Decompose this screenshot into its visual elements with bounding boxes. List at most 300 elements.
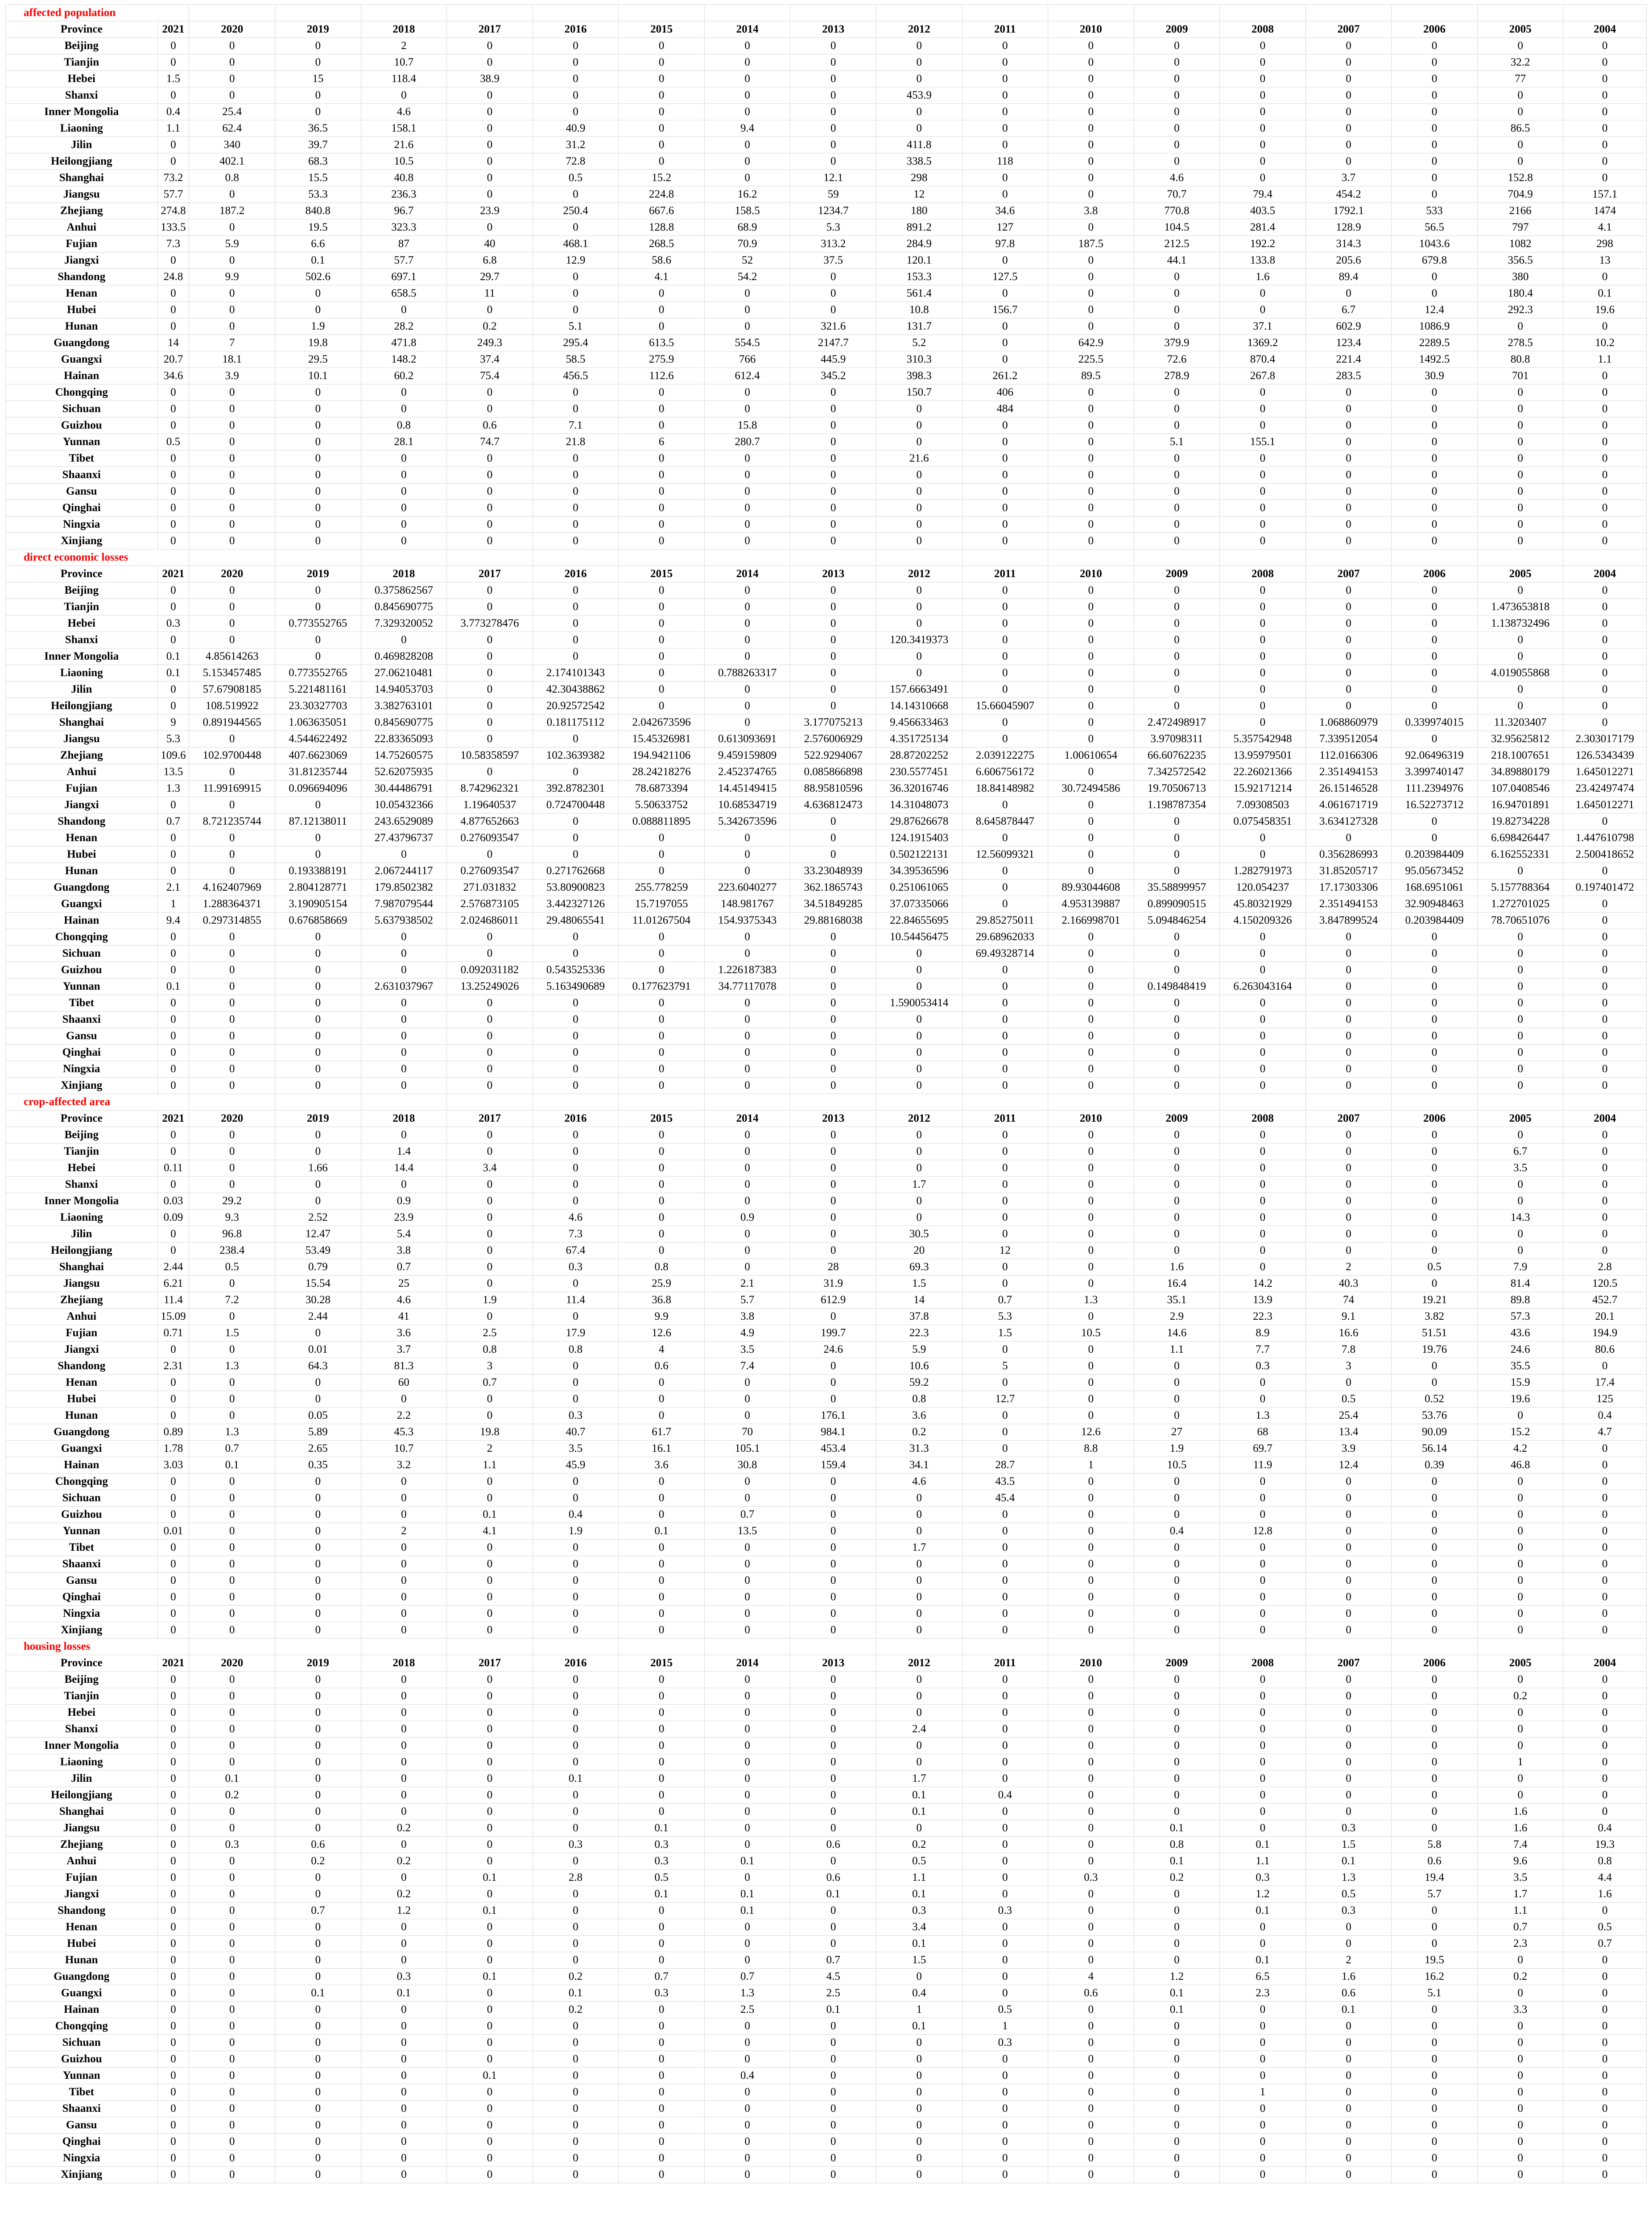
value-cell[interactable]: 3.6 xyxy=(619,1457,705,1474)
value-cell[interactable]: 0 xyxy=(533,1160,619,1177)
value-cell[interactable]: 0.3 xyxy=(157,615,189,632)
value-cell[interactable]: 6.7 xyxy=(1305,302,1392,318)
value-cell[interactable]: 5.163490689 xyxy=(533,979,619,995)
value-cell[interactable]: 0 xyxy=(1048,318,1134,335)
value-cell[interactable]: 1.1 xyxy=(1220,1853,1306,1870)
province-cell[interactable]: Xinjiang xyxy=(6,1622,158,1639)
value-cell[interactable]: 0 xyxy=(790,1375,876,1391)
value-cell[interactable]: 314.3 xyxy=(1305,236,1392,252)
value-cell[interactable]: 0 xyxy=(1220,1672,1306,1688)
value-cell[interactable]: 0 xyxy=(1392,1672,1478,1688)
value-cell[interactable]: 0 xyxy=(704,1837,790,1853)
value-cell[interactable]: 0 xyxy=(1134,2117,1220,2134)
value-cell[interactable]: 1.645012271 xyxy=(1563,797,1647,814)
column-header-year[interactable]: 2014 xyxy=(704,1655,790,1672)
empty-cell[interactable] xyxy=(704,1094,790,1111)
province-cell[interactable]: Guangdong xyxy=(6,1424,158,1441)
value-cell[interactable]: 2.042673596 xyxy=(619,714,705,731)
value-cell[interactable]: 0 xyxy=(1563,368,1647,384)
value-cell[interactable]: 0 xyxy=(157,1540,189,1556)
value-cell[interactable]: 0 xyxy=(157,1012,189,1028)
value-cell[interactable]: 81.3 xyxy=(361,1358,447,1375)
value-cell[interactable]: 766 xyxy=(704,351,790,368)
province-cell[interactable]: Guizhou xyxy=(6,2051,158,2068)
value-cell[interactable]: 0 xyxy=(275,2002,361,2018)
value-cell[interactable]: 32.90948463 xyxy=(1392,896,1478,913)
value-cell[interactable]: 0 xyxy=(157,1804,189,1820)
value-cell[interactable]: 118 xyxy=(962,153,1048,170)
value-cell[interactable]: 0 xyxy=(189,1078,275,1094)
value-cell[interactable]: 0 xyxy=(1392,731,1478,747)
value-cell[interactable]: 0 xyxy=(1134,450,1220,467)
value-cell[interactable]: 5.89 xyxy=(275,1424,361,1441)
value-cell[interactable]: 2.52 xyxy=(275,1210,361,1226)
value-cell[interactable]: 0 xyxy=(790,1919,876,1936)
value-cell[interactable]: 0 xyxy=(1477,1606,1563,1622)
value-cell[interactable]: 0 xyxy=(1563,516,1647,533)
value-cell[interactable]: 0 xyxy=(533,1391,619,1408)
column-header-year[interactable]: 2006 xyxy=(1392,1655,1478,1672)
value-cell[interactable]: 0 xyxy=(962,533,1048,549)
value-cell[interactable]: 0 xyxy=(533,1490,619,1507)
province-cell[interactable]: Hubei xyxy=(6,1936,158,1952)
value-cell[interactable]: 7.342572542 xyxy=(1134,764,1220,780)
province-cell[interactable]: Qinghai xyxy=(6,2134,158,2150)
value-cell[interactable]: 6 xyxy=(619,434,705,450)
value-cell[interactable]: 148.2 xyxy=(361,351,447,368)
value-cell[interactable]: 0 xyxy=(1048,1259,1134,1276)
value-cell[interactable]: 3.9 xyxy=(189,368,275,384)
value-cell[interactable]: 2.5 xyxy=(447,1325,533,1342)
value-cell[interactable]: 180 xyxy=(876,203,962,219)
empty-cell[interactable] xyxy=(275,549,361,566)
value-cell[interactable]: 0 xyxy=(619,401,705,417)
value-cell[interactable]: 0 xyxy=(1563,2018,1647,2035)
value-cell[interactable]: 0 xyxy=(1134,2084,1220,2101)
province-cell[interactable]: Heilongjiang xyxy=(6,698,158,714)
value-cell[interactable]: 0 xyxy=(447,1589,533,1606)
value-cell[interactable]: 0 xyxy=(962,1771,1048,1787)
value-cell[interactable]: 0 xyxy=(1305,467,1392,483)
value-cell[interactable]: 0 xyxy=(1134,1721,1220,1738)
value-cell[interactable]: 2.1 xyxy=(704,1276,790,1292)
value-cell[interactable]: 0 xyxy=(962,1820,1048,1837)
value-cell[interactable]: 0 xyxy=(1134,946,1220,962)
value-cell[interactable]: 0 xyxy=(1392,698,1478,714)
value-cell[interactable]: 0 xyxy=(447,137,533,153)
value-cell[interactable]: 0 xyxy=(1392,1507,1478,1523)
value-cell[interactable]: 278.5 xyxy=(1477,335,1563,351)
value-cell[interactable]: 0.01 xyxy=(275,1342,361,1358)
value-cell[interactable]: 0.5 xyxy=(1305,1886,1392,1903)
value-cell[interactable]: 56.5 xyxy=(1392,219,1478,236)
value-cell[interactable]: 0 xyxy=(619,1672,705,1688)
value-cell[interactable]: 0 xyxy=(447,1853,533,1870)
value-cell[interactable]: 0 xyxy=(157,797,189,814)
value-cell[interactable]: 0 xyxy=(1134,698,1220,714)
value-cell[interactable]: 0 xyxy=(704,1226,790,1243)
column-header-year[interactable]: 2006 xyxy=(1392,21,1478,38)
value-cell[interactable]: 0 xyxy=(157,2018,189,2035)
value-cell[interactable]: 16.2 xyxy=(1392,1969,1478,1985)
value-cell[interactable]: 0 xyxy=(361,1952,447,1969)
value-cell[interactable]: 0.773552765 xyxy=(275,665,361,681)
value-cell[interactable]: 35.5 xyxy=(1477,1358,1563,1375)
value-cell[interactable]: 0 xyxy=(704,87,790,104)
value-cell[interactable]: 0 xyxy=(275,599,361,615)
value-cell[interactable]: 1.3 xyxy=(189,1358,275,1375)
value-cell[interactable]: 2.576006929 xyxy=(790,731,876,747)
province-cell[interactable]: Gansu xyxy=(6,1028,158,1045)
value-cell[interactable]: 0 xyxy=(447,1672,533,1688)
column-header-province[interactable]: Province xyxy=(6,1111,158,1127)
value-cell[interactable]: 0 xyxy=(704,137,790,153)
value-cell[interactable]: 0 xyxy=(1305,285,1392,302)
value-cell[interactable]: 0 xyxy=(1048,1408,1134,1424)
value-cell[interactable]: 0 xyxy=(1048,2167,1134,2183)
value-cell[interactable]: 0 xyxy=(189,2068,275,2084)
value-cell[interactable]: 0 xyxy=(619,1804,705,1820)
value-cell[interactable]: 0 xyxy=(1392,450,1478,467)
value-cell[interactable]: 0 xyxy=(157,2084,189,2101)
value-cell[interactable]: 0 xyxy=(1477,1061,1563,1078)
value-cell[interactable]: 0 xyxy=(962,2101,1048,2117)
value-cell[interactable]: 128.9 xyxy=(1305,219,1392,236)
value-cell[interactable]: 0 xyxy=(361,1045,447,1061)
value-cell[interactable]: 261.2 xyxy=(962,368,1048,384)
value-cell[interactable]: 0 xyxy=(1134,1127,1220,1144)
province-cell[interactable]: Inner Mongolia xyxy=(6,1193,158,1210)
value-cell[interactable]: 0 xyxy=(704,1556,790,1573)
value-cell[interactable]: 0 xyxy=(1305,2051,1392,2068)
value-cell[interactable]: 0 xyxy=(1048,830,1134,847)
value-cell[interactable]: 0 xyxy=(275,979,361,995)
value-cell[interactable]: 19.6 xyxy=(1563,302,1647,318)
value-cell[interactable]: 4.4 xyxy=(1563,1870,1647,1886)
province-cell[interactable]: Fujian xyxy=(6,1325,158,1342)
value-cell[interactable]: 6.698426447 xyxy=(1477,830,1563,847)
value-cell[interactable]: 0 xyxy=(1477,681,1563,698)
value-cell[interactable]: 19.4 xyxy=(1392,1870,1478,1886)
value-cell[interactable]: 0 xyxy=(157,1408,189,1424)
value-cell[interactable]: 16.94701891 xyxy=(1477,797,1563,814)
value-cell[interactable]: 0.4 xyxy=(1134,1523,1220,1540)
value-cell[interactable]: 0 xyxy=(1477,2018,1563,2035)
value-cell[interactable]: 0 xyxy=(1477,1226,1563,1243)
value-cell[interactable]: 0 xyxy=(1220,1127,1306,1144)
value-cell[interactable]: 280.7 xyxy=(704,434,790,450)
value-cell[interactable]: 0 xyxy=(361,1705,447,1721)
value-cell[interactable]: 0 xyxy=(1220,2134,1306,2150)
value-cell[interactable]: 0 xyxy=(1134,1919,1220,1936)
province-cell[interactable]: Guangxi xyxy=(6,1441,158,1457)
value-cell[interactable]: 0 xyxy=(1305,1523,1392,1540)
value-cell[interactable]: 0 xyxy=(157,153,189,170)
value-cell[interactable]: 0.1 xyxy=(533,1771,619,1787)
empty-cell[interactable] xyxy=(1220,5,1306,21)
value-cell[interactable]: 30.28 xyxy=(275,1292,361,1309)
value-cell[interactable]: 0 xyxy=(361,1688,447,1705)
value-cell[interactable]: 0 xyxy=(1477,1012,1563,1028)
value-cell[interactable]: 0 xyxy=(157,1672,189,1688)
value-cell[interactable]: 0.8 xyxy=(1134,1837,1220,1853)
value-cell[interactable]: 5.094846254 xyxy=(1134,913,1220,929)
province-cell[interactable]: Shanghai xyxy=(6,1804,158,1820)
value-cell[interactable]: 0 xyxy=(619,946,705,962)
value-cell[interactable]: 0 xyxy=(1392,1523,1478,1540)
value-cell[interactable]: 0 xyxy=(1134,54,1220,71)
value-cell[interactable]: 11.3203407 xyxy=(1477,714,1563,731)
value-cell[interactable]: 0 xyxy=(275,929,361,946)
value-cell[interactable]: 0 xyxy=(275,2051,361,2068)
value-cell[interactable]: 0 xyxy=(876,1556,962,1573)
value-cell[interactable]: 0 xyxy=(619,582,705,599)
value-cell[interactable]: 0 xyxy=(1563,1688,1647,1705)
value-cell[interactable]: 0.8 xyxy=(619,1259,705,1276)
value-cell[interactable]: 0 xyxy=(1477,1078,1563,1094)
value-cell[interactable]: 0 xyxy=(790,1705,876,1721)
column-header-year[interactable]: 2015 xyxy=(619,566,705,582)
province-cell[interactable]: Yunnan xyxy=(6,1523,158,1540)
value-cell[interactable]: 0 xyxy=(962,186,1048,203)
column-header-year[interactable]: 2010 xyxy=(1048,1655,1134,1672)
value-cell[interactable]: 0 xyxy=(962,1721,1048,1738)
value-cell[interactable]: 1.1 xyxy=(1134,1342,1220,1358)
value-cell[interactable]: 0 xyxy=(447,698,533,714)
value-cell[interactable]: 0 xyxy=(962,2134,1048,2150)
value-cell[interactable]: 5.50633752 xyxy=(619,797,705,814)
value-cell[interactable]: 11.9 xyxy=(1220,1457,1306,1474)
value-cell[interactable]: 0 xyxy=(1048,483,1134,500)
value-cell[interactable]: 0 xyxy=(790,516,876,533)
value-cell[interactable]: 0 xyxy=(1048,1919,1134,1936)
province-cell[interactable]: Inner Mongolia xyxy=(6,648,158,665)
value-cell[interactable]: 0 xyxy=(157,1490,189,1507)
value-cell[interactable]: 69.3 xyxy=(876,1259,962,1276)
value-cell[interactable]: 0 xyxy=(1305,384,1392,401)
value-cell[interactable]: 0 xyxy=(1563,1804,1647,1820)
value-cell[interactable]: 0 xyxy=(790,615,876,632)
value-cell[interactable]: 57.7 xyxy=(157,186,189,203)
value-cell[interactable]: 0 xyxy=(447,1177,533,1193)
value-cell[interactable]: 89.93044608 xyxy=(1048,880,1134,896)
value-cell[interactable]: 0 xyxy=(962,1936,1048,1952)
value-cell[interactable]: 126.5343439 xyxy=(1563,747,1647,764)
province-cell[interactable]: Jiangxi xyxy=(6,252,158,269)
value-cell[interactable]: 156.7 xyxy=(962,302,1048,318)
province-cell[interactable]: Jiangsu xyxy=(6,1820,158,1837)
value-cell[interactable]: 22.83365093 xyxy=(361,731,447,747)
value-cell[interactable]: 78.70651076 xyxy=(1477,913,1563,929)
value-cell[interactable]: 0 xyxy=(619,863,705,880)
province-cell[interactable]: Guangdong xyxy=(6,335,158,351)
value-cell[interactable]: 0 xyxy=(533,615,619,632)
section-title[interactable]: housing losses xyxy=(6,1639,189,1655)
value-cell[interactable]: 0 xyxy=(619,1045,705,1061)
value-cell[interactable]: 0 xyxy=(704,1936,790,1952)
value-cell[interactable]: 4.5 xyxy=(790,1969,876,1985)
value-cell[interactable]: 0 xyxy=(790,1078,876,1094)
value-cell[interactable]: 5.3 xyxy=(157,731,189,747)
value-cell[interactable]: 0 xyxy=(1048,1936,1134,1952)
value-cell[interactable]: 23.9 xyxy=(361,1210,447,1226)
value-cell[interactable]: 0 xyxy=(275,1771,361,1787)
value-cell[interactable]: 0 xyxy=(275,1969,361,1985)
value-cell[interactable]: 392.8782301 xyxy=(533,780,619,797)
value-cell[interactable]: 0.3 xyxy=(619,1985,705,2002)
value-cell[interactable]: 9 xyxy=(157,714,189,731)
value-cell[interactable]: 0 xyxy=(619,1243,705,1259)
value-cell[interactable]: 0 xyxy=(1305,599,1392,615)
value-cell[interactable]: 0 xyxy=(1305,1193,1392,1210)
value-cell[interactable]: 0 xyxy=(1563,2134,1647,2150)
value-cell[interactable]: 0.4 xyxy=(704,2068,790,2084)
value-cell[interactable]: 68.3 xyxy=(275,153,361,170)
value-cell[interactable]: 0 xyxy=(1563,401,1647,417)
value-cell[interactable]: 0 xyxy=(790,1144,876,1160)
value-cell[interactable]: 0 xyxy=(790,302,876,318)
value-cell[interactable]: 2.452374765 xyxy=(704,764,790,780)
value-cell[interactable]: 5.7 xyxy=(1392,1886,1478,1903)
value-cell[interactable]: 0 xyxy=(704,104,790,120)
value-cell[interactable]: 5.157788364 xyxy=(1477,880,1563,896)
value-cell[interactable]: 0 xyxy=(447,2150,533,2167)
value-cell[interactable]: 0 xyxy=(533,2117,619,2134)
value-cell[interactable]: 0 xyxy=(790,1903,876,1919)
value-cell[interactable]: 12.4 xyxy=(1305,1457,1392,1474)
value-cell[interactable]: 0 xyxy=(704,2018,790,2035)
value-cell[interactable]: 0 xyxy=(1220,648,1306,665)
value-cell[interactable]: 0 xyxy=(533,516,619,533)
value-cell[interactable]: 0.5 xyxy=(619,1870,705,1886)
value-cell[interactable]: 0.375862567 xyxy=(361,582,447,599)
value-cell[interactable]: 0 xyxy=(619,929,705,946)
value-cell[interactable]: 0 xyxy=(1392,929,1478,946)
value-cell[interactable]: 0 xyxy=(1392,1243,1478,1259)
value-cell[interactable]: 0 xyxy=(447,401,533,417)
value-cell[interactable]: 0 xyxy=(533,1061,619,1078)
value-cell[interactable]: 9.6 xyxy=(1477,1853,1563,1870)
value-cell[interactable]: 1.1 xyxy=(447,1457,533,1474)
value-cell[interactable]: 0 xyxy=(1392,2068,1478,2084)
province-cell[interactable]: Shaanxi xyxy=(6,2101,158,2117)
value-cell[interactable]: 0 xyxy=(619,830,705,847)
value-cell[interactable]: 0 xyxy=(533,1045,619,1061)
value-cell[interactable]: 0 xyxy=(1048,1342,1134,1358)
value-cell[interactable]: 0 xyxy=(1134,533,1220,549)
value-cell[interactable]: 0 xyxy=(533,1903,619,1919)
empty-cell[interactable] xyxy=(1477,5,1563,21)
value-cell[interactable]: 0 xyxy=(1563,1622,1647,1639)
value-cell[interactable]: 95.05673452 xyxy=(1392,863,1478,880)
value-cell[interactable]: 29.88168038 xyxy=(790,913,876,929)
value-cell[interactable]: 4.877652663 xyxy=(447,814,533,830)
province-cell[interactable]: Xinjiang xyxy=(6,1078,158,1094)
value-cell[interactable]: 0 xyxy=(189,847,275,863)
value-cell[interactable]: 0 xyxy=(157,582,189,599)
value-cell[interactable]: 0 xyxy=(1305,120,1392,137)
value-cell[interactable]: 0 xyxy=(1048,648,1134,665)
value-cell[interactable]: 30.44486791 xyxy=(361,780,447,797)
value-cell[interactable]: 0 xyxy=(1305,71,1392,87)
value-cell[interactable]: 0 xyxy=(1563,1523,1647,1540)
value-cell[interactable]: 0.3 xyxy=(533,1408,619,1424)
value-cell[interactable]: 1.590053414 xyxy=(876,995,962,1012)
value-cell[interactable]: 0 xyxy=(361,516,447,533)
value-cell[interactable]: 0 xyxy=(962,1589,1048,1606)
value-cell[interactable]: 0.203984409 xyxy=(1392,913,1478,929)
value-cell[interactable]: 0 xyxy=(275,2117,361,2134)
value-cell[interactable]: 0 xyxy=(189,318,275,335)
value-cell[interactable]: 0 xyxy=(1563,533,1647,549)
value-cell[interactable]: 0 xyxy=(1563,467,1647,483)
value-cell[interactable]: 0 xyxy=(1563,2150,1647,2167)
value-cell[interactable]: 0 xyxy=(876,1606,962,1622)
value-cell[interactable]: 0.4 xyxy=(876,1985,962,2002)
value-cell[interactable]: 0 xyxy=(361,2035,447,2051)
value-cell[interactable]: 0 xyxy=(1392,269,1478,285)
value-cell[interactable]: 0 xyxy=(790,434,876,450)
value-cell[interactable]: 0 xyxy=(1477,962,1563,979)
value-cell[interactable]: 0 xyxy=(1305,1127,1392,1144)
value-cell[interactable]: 0 xyxy=(704,1061,790,1078)
value-cell[interactable]: 0.251061065 xyxy=(876,880,962,896)
value-cell[interactable]: 243.6529089 xyxy=(361,814,447,830)
value-cell[interactable]: 0 xyxy=(1134,929,1220,946)
value-cell[interactable]: 1.2 xyxy=(1220,1886,1306,1903)
value-cell[interactable]: 0 xyxy=(704,1952,790,1969)
value-cell[interactable]: 0 xyxy=(1563,1457,1647,1474)
value-cell[interactable]: 0 xyxy=(157,38,189,54)
value-cell[interactable]: 0 xyxy=(447,104,533,120)
value-cell[interactable]: 0 xyxy=(1392,2002,1478,2018)
value-cell[interactable]: 1.9 xyxy=(1134,1441,1220,1457)
value-cell[interactable]: 0 xyxy=(1392,71,1478,87)
value-cell[interactable]: 0 xyxy=(1220,2101,1306,2117)
value-cell[interactable]: 0 xyxy=(1305,1738,1392,1754)
value-cell[interactable]: 5.342673596 xyxy=(704,814,790,830)
value-cell[interactable]: 0 xyxy=(1563,1589,1647,1606)
value-cell[interactable]: 0 xyxy=(157,1952,189,1969)
value-cell[interactable]: 0 xyxy=(619,2018,705,2035)
value-cell[interactable]: 0 xyxy=(790,1622,876,1639)
value-cell[interactable]: 0 xyxy=(447,1078,533,1094)
value-cell[interactable]: 0 xyxy=(189,1870,275,1886)
value-cell[interactable]: 0 xyxy=(447,599,533,615)
value-cell[interactable]: 445.9 xyxy=(790,351,876,368)
value-cell[interactable]: 0 xyxy=(447,384,533,401)
value-cell[interactable]: 16.2 xyxy=(704,186,790,203)
value-cell[interactable]: 0 xyxy=(1477,137,1563,153)
value-cell[interactable]: 4.6 xyxy=(533,1210,619,1226)
value-cell[interactable]: 3.442327126 xyxy=(533,896,619,913)
value-cell[interactable]: 0 xyxy=(1477,1540,1563,1556)
value-cell[interactable]: 0 xyxy=(275,1061,361,1078)
value-cell[interactable]: 25.4 xyxy=(1305,1408,1392,1424)
value-cell[interactable]: 0 xyxy=(1392,946,1478,962)
value-cell[interactable]: 157.1 xyxy=(1563,186,1647,203)
column-header-province[interactable]: Province xyxy=(6,566,158,582)
province-cell[interactable]: Jiangxi xyxy=(6,797,158,814)
value-cell[interactable]: 0 xyxy=(1563,1028,1647,1045)
value-cell[interactable]: 0 xyxy=(157,2167,189,2183)
value-cell[interactable]: 0 xyxy=(275,995,361,1012)
value-cell[interactable]: 0 xyxy=(1563,929,1647,946)
value-cell[interactable]: 0 xyxy=(275,1144,361,1160)
empty-cell[interactable] xyxy=(704,1639,790,1655)
value-cell[interactable]: 0 xyxy=(704,1589,790,1606)
value-cell[interactable]: 0.11 xyxy=(157,1160,189,1177)
